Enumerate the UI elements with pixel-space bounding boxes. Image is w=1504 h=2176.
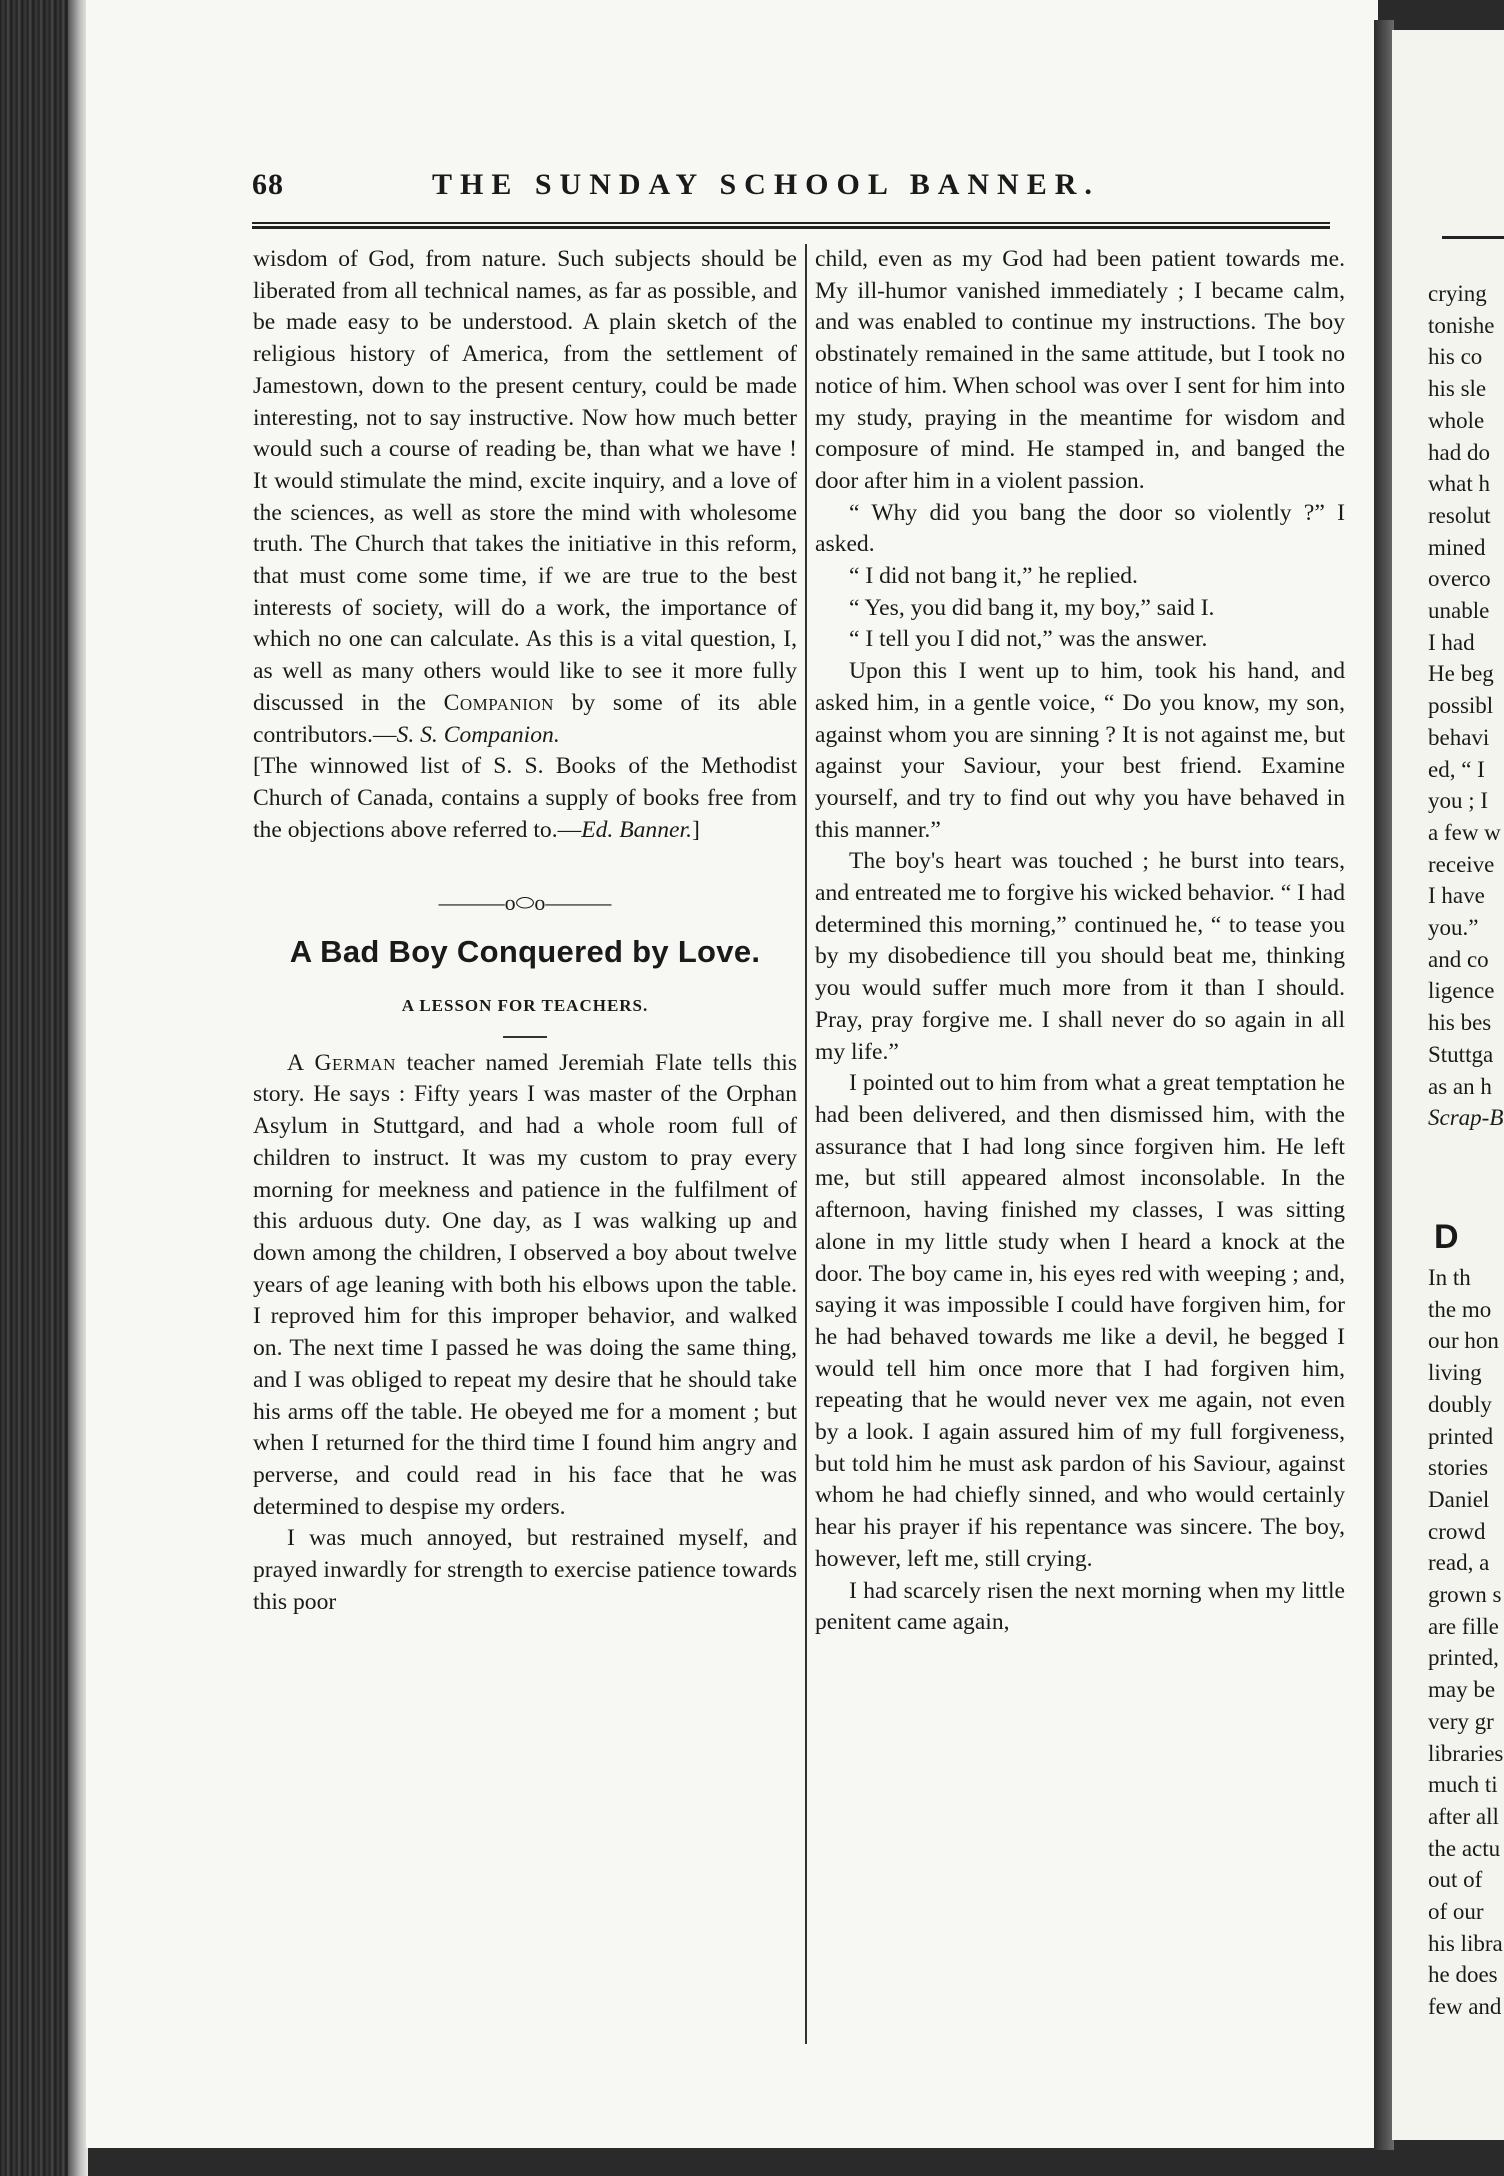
next-page-line: grown s [1428, 1582, 1502, 1608]
next-page-line: printed [1428, 1423, 1494, 1449]
next-page-line: behavi [1428, 724, 1490, 750]
next-page-line: I had [1428, 629, 1475, 655]
right-column [815, 244, 1345, 1639]
paragraph: I had scarcely risen the next morning when my little penitent came again, [815, 1577, 1345, 1636]
next-page-line: crowd [1428, 1518, 1486, 1544]
next-page-line: you.” [1428, 915, 1479, 941]
next-page-line: ligence [1428, 978, 1495, 1004]
paragraph [253, 1048, 797, 1524]
section-ornament: ———o⬭o——— [438, 890, 612, 916]
next-page-line: He beg [1428, 661, 1494, 687]
article-title: A Bad Boy Conquered by Love. [289, 934, 761, 970]
next-page-lines-bottom [1428, 1262, 1504, 2023]
next-page-line: you ; I [1428, 788, 1489, 814]
paragraph [253, 244, 797, 751]
next-page-line: possibl [1428, 693, 1494, 719]
next-page-line: out of [1428, 1867, 1483, 1893]
next-page-line: his sle [1428, 376, 1487, 402]
next-page-line: our hon [1428, 1328, 1499, 1354]
next-page-line: ed, “ I [1428, 756, 1485, 782]
next-page-line: his bes [1428, 1010, 1492, 1036]
next-page-line: unable [1428, 598, 1490, 624]
next-page-line: printed, [1428, 1645, 1499, 1671]
next-page-line: I have [1428, 883, 1485, 909]
next-page-line: few and [1428, 1994, 1502, 2020]
next-page-line: the mo [1428, 1296, 1492, 1322]
next-page-lines-top [1428, 278, 1504, 1134]
next-page-line: had do [1428, 439, 1490, 465]
next-page-line: as an h [1428, 1073, 1492, 1099]
next-page-line: Daniel [1428, 1486, 1490, 1512]
next-page-line: Scrap-B [1428, 1105, 1504, 1131]
page-edge-shadow [1374, 20, 1394, 2150]
paragraph: “ Why did you bang the door so violently ?” I asked. [815, 499, 1345, 558]
paragraph-text: by some of its able contributors.— [253, 689, 797, 748]
paragraph-text: [The winnowed list of S. S. Books of the Methodist Church of Canada, contains a supply of books free from the objections above referred to.— [253, 753, 797, 843]
next-page-line: doubly [1428, 1391, 1492, 1417]
next-page-line: are fille [1428, 1613, 1499, 1639]
column-divider [805, 244, 807, 2044]
signature: Ed. Banner. [581, 816, 692, 843]
paragraph: I was much annoyed, but restrained myself, and prayed inwardly for strength to exercise patience towards this poor [253, 1525, 797, 1615]
next-page-line: libraries [1428, 1740, 1504, 1766]
paragraph: “ I tell you I did not,” was the answer. [849, 626, 1208, 653]
next-page-line: what h [1428, 471, 1490, 497]
next-page-line: Stuttga [1428, 1041, 1494, 1067]
next-page-line: crying [1428, 281, 1487, 306]
book-spine [0, 0, 78, 2176]
next-page-line: he does [1428, 1962, 1498, 1988]
paragraph: “ I did not bang it,” he replied. [849, 563, 1138, 590]
paragraph: Upon this I went up to him, took his hand, and asked him, in a gentle voice, “ Do you know, my son, against whom you are sinning ? It is not against me, but against your Saviour, your best friend. Examine yourself, and try to find out why you have behaved in this manner.” [815, 658, 1345, 843]
next-page-line: receive [1428, 851, 1495, 877]
paragraph: The boy's heart was touched ; he burst into tears, and entreated me to forgive his wicked behavior. “ I had determined this morning,” continued he, “ to tease you by my disobedience till you should beat me, thinking you would suffer much more from it than I should. Pray, pray forgive me. I shall never do so again in all my life.” [815, 848, 1345, 1065]
next-page-line: after all [1428, 1803, 1499, 1829]
companion-reference: Companion [443, 689, 554, 716]
next-page-heading-fragment: D [1434, 1218, 1459, 1256]
next-page-line: a few w [1428, 819, 1501, 845]
next-page-line: In th [1428, 1265, 1471, 1290]
paragraph: child, even as my God had been patient towards me. My ill-humor vanished immediately ; I became calm, and was enabled to continue my instructions. The boy obstinately remained in the same attitude, but I took no notice of him. When school was over I sent for him into my study, praying in the meantime for wisdom and composure of mind. He stamped in, and banged the door after him in a violent passion. [815, 246, 1345, 494]
next-page-rule [1442, 236, 1504, 239]
subtitle-rule [503, 1036, 547, 1038]
paragraph-text: wisdom of God, from nature. Such subjects should be liberated from all technical names, as far as possible, and be made easy to be understood. A plain sketch of the religious history of America, from the settlement of Jamestown, down to the present century, could be made interesting, not to say instructive. Now how much better would such a course of reading be, than what we have ! It would stimulate the mind, excite inquiry, and a love of the sciences, as well as store the mind with wholesome truth. The Church that takes the initiative in this reform, that must come some time, if we are true to the best interests of society, will do a work, the importance of which no one can calculate. As this is a vital question, I, as well as many others would like to see it more fully discussed in the [253, 246, 797, 716]
page-header [252, 160, 1330, 210]
next-page-line: very gr [1428, 1708, 1494, 1734]
next-page-line: read, a [1428, 1550, 1490, 1576]
next-page-line: of our [1428, 1899, 1484, 1925]
next-page-fragment [1392, 30, 1504, 2140]
article-subtitle: A LESSON FOR TEACHERS. [401, 996, 649, 1016]
next-page-line: mined [1428, 534, 1486, 560]
next-page-line: much ti [1428, 1772, 1498, 1798]
next-page-line: whole [1428, 407, 1485, 433]
next-page-line: and co [1428, 946, 1489, 972]
next-page-line: may be [1428, 1677, 1496, 1703]
paragraph-text: teacher named Jeremiah Flate tells this story. He says : Fifty years I was master of the Orphan Asylum in Stuttgard, and had a whole room full of children to instruct. It was my custom to pray every morning for meekness and patience in the fulfilment of this arduous duty. One day, as I was walking up and down among the children, I observed a boy about twelve years of age leaning with both his elbows upon the table. I reproved him for this improper behavior, and walked on. The next time I passed he was doing the same thing, and I was obliged to repeat my desire that he should take his arms off the table. He obeyed me for a moment ; but when I returned for the third time I found him angry and perverse, and could read in his face that he was determined to despise my orders. [253, 1049, 797, 1520]
header-rule-thick [252, 226, 1330, 229]
book-gutter [68, 0, 88, 2176]
next-page-line: the actu [1428, 1835, 1501, 1861]
paragraph: I pointed out to him from what a great temptation he had been delivered, and then dismissed him, with the assurance that I had long since forgiven him. He left me, but still appeared almost inconsolable. In the afternoon, having finished my classes, I was sitting alone in my little study when I heard a knock at the door. The boy came in, his eyes red with weeping ; and, saying it was impossible I could have forgiven him, for he had behaved towards me like a devil, he begged I would tell him once more that I had forgiven him, repeating that he would never vex me again, not even by a look. I again assured him of my full forgiveness, but told him he must ask pardon of his Saviour, against whom he had chiefly sinned, and who would certainly hear his prayer if his repentance was sincere. The boy, however, left me, still crying. [815, 1070, 1345, 1572]
paragraph: “ Yes, you did bang it, my boy,” said I. [849, 594, 1215, 621]
page-number: 68 [252, 168, 284, 201]
left-column [253, 244, 797, 1618]
closing-bracket: ] [691, 816, 700, 843]
next-page-line: tonishe [1428, 312, 1495, 338]
next-page-line: his co [1428, 344, 1483, 370]
running-title: THE SUNDAY SCHOOL BANNER. [432, 168, 1100, 201]
editor-note [253, 751, 797, 846]
next-page-line: living [1428, 1360, 1482, 1386]
next-page-line: resolut [1428, 502, 1491, 528]
next-page-line: stories [1428, 1455, 1489, 1481]
header-rule [252, 222, 1330, 224]
lead-in: A German [287, 1049, 396, 1076]
next-page-line: overco [1428, 566, 1491, 592]
next-page-line: his libra [1428, 1930, 1503, 1956]
signature: S. S. Companion. [396, 721, 560, 748]
